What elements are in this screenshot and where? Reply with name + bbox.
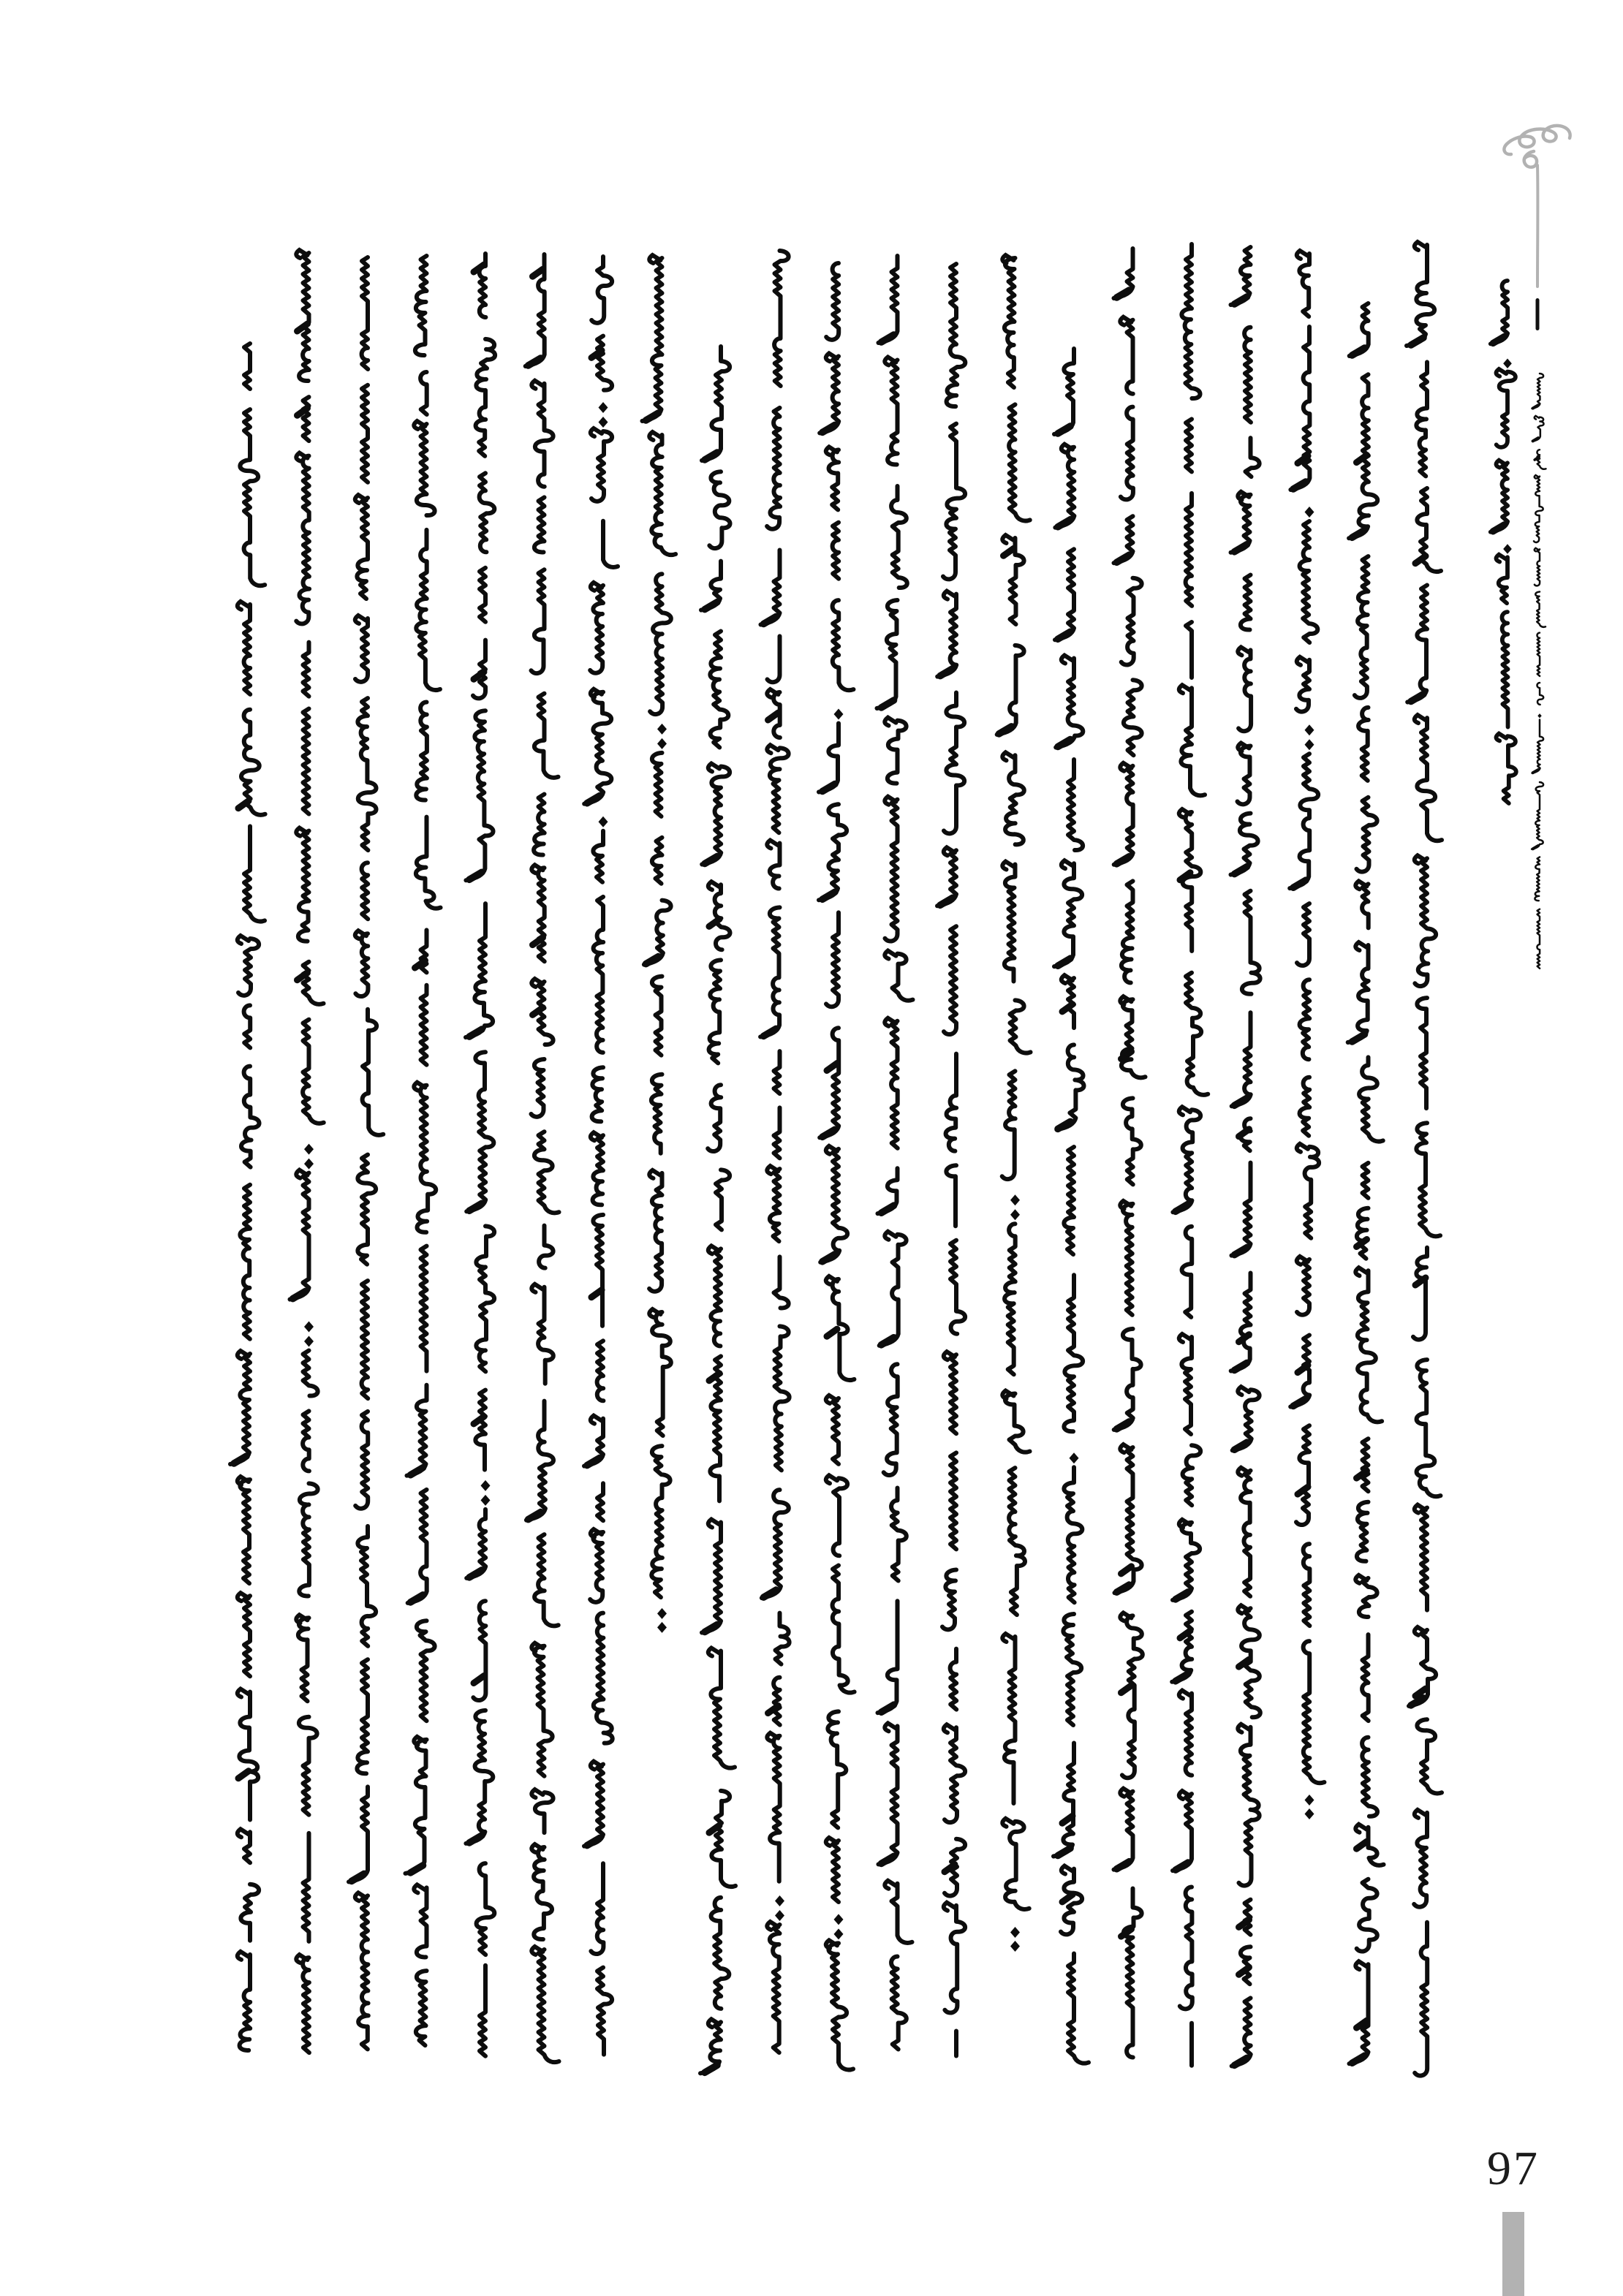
header-divider-dash <box>1536 298 1540 330</box>
body-text-column <box>290 250 324 2053</box>
body-text-column <box>819 263 855 2070</box>
body-text-column <box>349 257 383 2049</box>
body-text-column <box>230 344 265 2050</box>
body-text-column <box>584 257 618 2055</box>
header-subtitle-column <box>1532 374 1546 969</box>
body-text-column <box>406 256 441 2045</box>
body-text-column <box>1053 349 1089 2064</box>
body-text-column <box>1231 247 1260 2066</box>
body-text-column <box>760 251 790 2053</box>
body-text-column <box>1407 242 1442 2076</box>
body-text-column <box>937 264 965 2056</box>
page-number: 97 <box>1487 2142 1540 2195</box>
body-text-column <box>1290 251 1324 1819</box>
header-ornament-icon <box>1504 126 1570 287</box>
body-text-column <box>526 254 559 2062</box>
body-text-column <box>700 346 735 2073</box>
body-text-column <box>1172 244 1208 2066</box>
body-text-column <box>1114 249 1146 2058</box>
footer-corner-bar <box>1502 2212 1524 2296</box>
body-text-column <box>877 256 913 2050</box>
header-title-column <box>1491 281 1516 803</box>
body-text-column <box>643 255 676 1633</box>
body-text-column <box>1348 303 1384 2064</box>
body-text-column <box>997 255 1031 1952</box>
body-text-column <box>466 254 495 2056</box>
